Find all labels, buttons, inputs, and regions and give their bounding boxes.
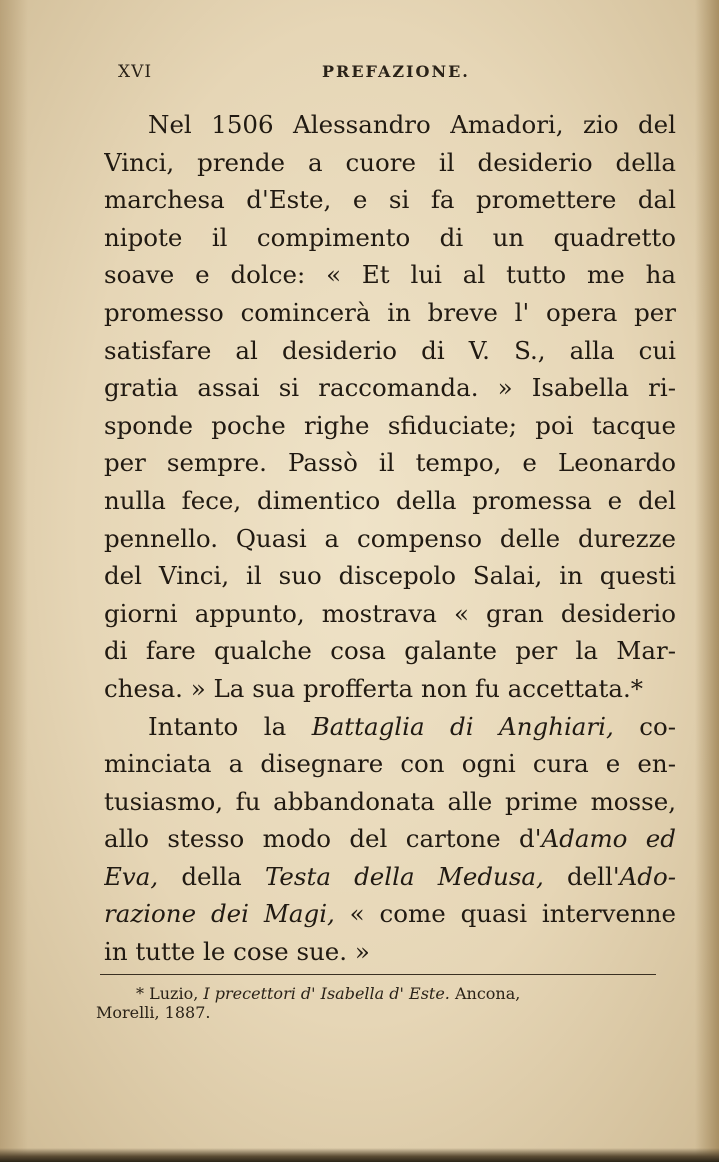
text-line: marchesa d'Este, e si fa promettere dal <box>104 185 676 215</box>
page-edge-bottom <box>0 1148 719 1162</box>
title-italic: I precettori d' Isabella d' Este. <box>203 984 450 1003</box>
running-title: PREFAZIONE. <box>322 62 470 81</box>
title-italic: Battaglia di Anghiari, <box>311 711 614 741</box>
text-line: giorni appunto, mostrava « gran desiderio <box>104 598 676 628</box>
page-edge-left <box>0 0 28 1162</box>
text-line: satisfare al desiderio di V. S., alla cui <box>104 335 676 365</box>
text-line <box>104 708 676 746</box>
footnote-line <box>96 984 656 1003</box>
text-run: dell' <box>543 861 620 891</box>
title-italic: Adamo ed <box>541 824 676 854</box>
text-line: pennello. Quasi a compenso delle durezze <box>104 523 676 553</box>
text-run: * Luzio, <box>136 984 204 1003</box>
text-run: Ancona, <box>449 984 521 1003</box>
title-italic: Eva, <box>104 861 159 891</box>
footnote <box>96 984 656 1022</box>
text-line: per sempre. Passò il tempo, e Leonardo <box>104 448 676 478</box>
text-run: della <box>158 861 265 891</box>
text-line: tusiasmo, fu abbandonata alle prime mosse, <box>104 786 676 816</box>
text-line: Vinci, prende a cuore il desiderio della <box>104 147 676 177</box>
text-line <box>104 895 676 933</box>
title-italic: Testa della Medusa, <box>264 861 544 891</box>
text-line: sponde poche righe sfiduciate; poi tacque <box>104 410 676 440</box>
text-line: gratia assai si raccomanda. » Isabella ri- <box>104 373 676 403</box>
text-run: allo stesso modo del cartone d' <box>104 824 542 854</box>
page-edge-right <box>695 0 719 1162</box>
text-line <box>104 858 676 896</box>
text-line: minciata a disegnare con ogni cura e en- <box>104 749 676 779</box>
title-italic: Ado- <box>619 861 676 891</box>
text-run: Intanto la <box>148 711 312 741</box>
text-line: promesso comincerà in breve l' opera per <box>104 297 676 327</box>
text-line: del Vinci, il suo discepolo Salai, in questi <box>104 561 676 591</box>
title-italic: razione dei Magi, <box>104 899 335 929</box>
text-line: nipote il compimento di un quadretto <box>104 222 676 252</box>
page-header <box>118 62 678 92</box>
body-text <box>104 106 676 971</box>
text-line: in tutte le cose sue. » <box>104 937 370 967</box>
page-number: XVI <box>118 62 153 82</box>
text-line: chesa. » La sua profferta non fu accettata.* <box>104 673 644 703</box>
text-line: di fare qualche cosa galante per la Mar- <box>104 636 676 666</box>
text-line: soave e dolce: « Et lui al tutto me ha <box>104 260 676 290</box>
text-line <box>104 820 676 858</box>
footnote-rule <box>100 974 656 975</box>
text-line: Nel 1506 Alessandro Amadori, zio del <box>148 110 676 139</box>
footnote-line: Morelli, 1887. <box>96 1003 211 1022</box>
text-line: nulla fece, dimentico della promessa e del <box>104 485 676 515</box>
text-run: « come quasi intervenne <box>334 899 676 929</box>
text-run: co- <box>613 711 676 741</box>
